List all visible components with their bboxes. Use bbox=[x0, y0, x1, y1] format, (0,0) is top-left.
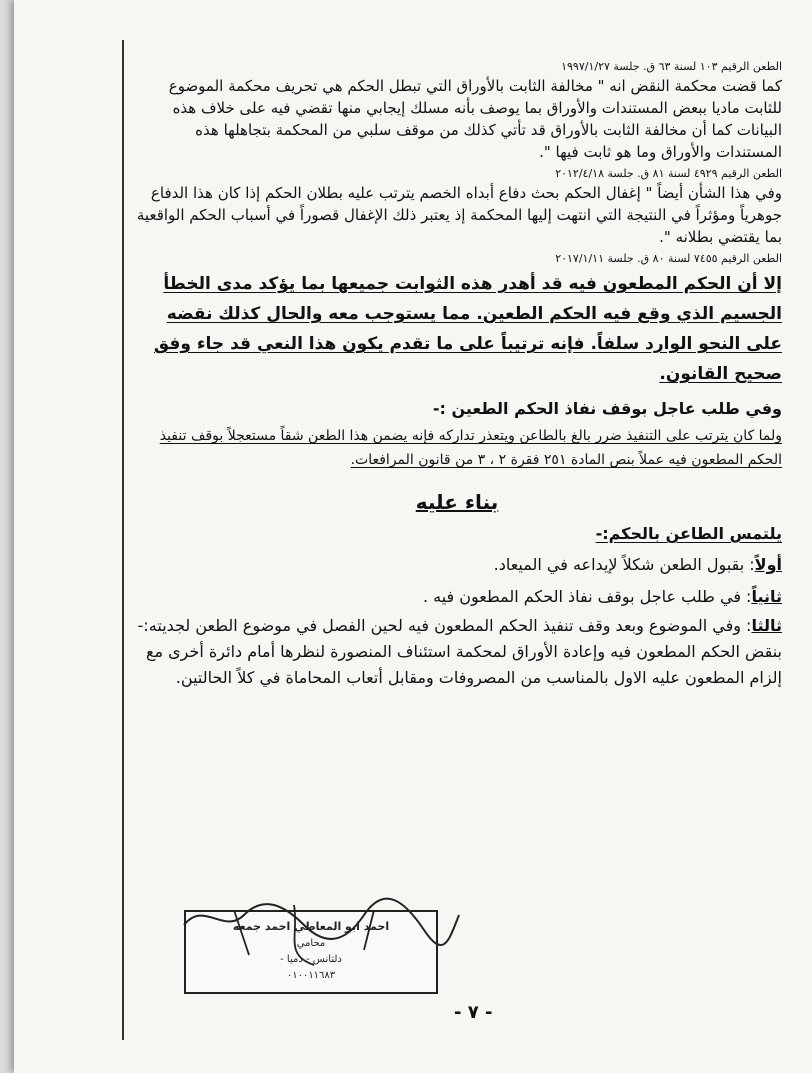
stamp-phone: ٠١٠٠١١٦٨٣ bbox=[286, 970, 336, 981]
signature-scribble bbox=[174, 895, 464, 985]
urgent-request-heading: وفي طلب عاجل بوقف نفاذ الحكم الطعين :- bbox=[432, 399, 782, 418]
request-text: : في طلب عاجل بوقف نفاذ الحكم المطعون فيه . bbox=[422, 587, 752, 606]
request-text: : وفي الموضوع وبعد وقف تنفيذ الحكم المطعون فيه لحين الفصل في موضوع الطعن لجديته:- بنقض الحكم المطعون فيه وإعادة الأوراق لمحكمة استئناف المنصورة لنظرها أمام دائرة أخرى مع إلزام المطعون عليه الاول بالمناسب من المصروفات ومقابل أتعاب المحاماة في كلاً الحالتين. bbox=[137, 616, 782, 687]
request-item bbox=[132, 549, 782, 581]
citation-1: الطعن الرقيم ١٠٣ لسنة ٦٣ ق. جلسة ١٩٩٧/١/٢٧ bbox=[561, 60, 782, 73]
request-label: ثالثا bbox=[751, 616, 782, 635]
page-number: - ٧ - bbox=[454, 1002, 493, 1023]
paragraph-1: كما قضت محكمة النقض انه " مخالفة الثابت بالأوراق التي تبطل الحكم هي تحريف محكمة الموضوع للثابت ماديا ببعض المستندات والأوراق بما يوصف بأنه مسلك إيجابي منها تقضي فيه على خلاف هذه البيانات كما أن مخالفة الثابت بالأوراق قد تأتي كذلك من موقف سلبي من المحكمة بتجاهلها هذه المستندات والأوراق وما هو ثابت فيها ". bbox=[168, 77, 782, 161]
paragraph-4: ولما كان يترتب على التنفيذ ضرر بالغ بالطاعن ويتعذر تداركه فإنه يضمن هذا الطعن شقاً مستعجلاً بوقف تنفيذ الحكم المطعون فيه عملاً بنص المادة ٢٥١ فقرة ٢ ، ٣ من قانون المرافعات. bbox=[159, 428, 782, 468]
request-item bbox=[132, 613, 782, 691]
document-body bbox=[132, 60, 782, 691]
citation-2: الطعن الرقيم ٤٩٢٩ لسنة ٨١ ق. جلسة ٢٠١٢/٤/١٨ bbox=[555, 167, 782, 180]
request-label: أولاً bbox=[754, 555, 782, 574]
section-title: بناء عليه bbox=[415, 490, 499, 514]
paragraph-3: إلا أن الحكم المطعون فيه قد أهدر هذه الثوابت جميعها بما يؤكد مدى الخطأ الجسيم الذي وقع فيه الحكم الطعين. مما يستوجب معه والحال كذلك نقضه على النحو الوارد سلفاً. فإنه ترتيباً على ما تقدم يكون هذا النعي قد جاء وفق صحيح القانون. bbox=[153, 274, 782, 384]
requests-list bbox=[132, 549, 782, 691]
margin-line bbox=[122, 40, 124, 1040]
request-text: : بقبول الطعن شكلاً لإيداعه في الميعاد. bbox=[493, 555, 755, 574]
citation-3: الطعن الرقيم ٧٤٥٥ لسنة ٨٠ ق. جلسة ٢٠١٧/١/١١ bbox=[555, 252, 782, 265]
request-label: ثانياً bbox=[751, 587, 782, 606]
document-page bbox=[14, 0, 812, 1073]
stamp-address: دلتانس - دميا - bbox=[280, 954, 342, 965]
paragraph-2: وفي هذا الشأن أيضاً " إغفال الحكم بحث دفاع أبداه الخصم يترتب عليه بطلان الحكم إذا كان هذا الدفاع جوهرياً ومؤثراً في النتيجة التي انتهت إليها المحكمة إذ يعتبر ذلك الإغفال قصوراً في أسباب الحكم الواقعية بما يقتضي بطلانه ". bbox=[136, 184, 782, 246]
request-item bbox=[132, 581, 782, 613]
requests-heading: يلتمس الطاعن بالحكم:- bbox=[595, 524, 782, 543]
stamp-name: احمد ابو المعاطي احمد جمعه bbox=[232, 920, 390, 933]
stamp-title: محامي bbox=[296, 938, 326, 949]
